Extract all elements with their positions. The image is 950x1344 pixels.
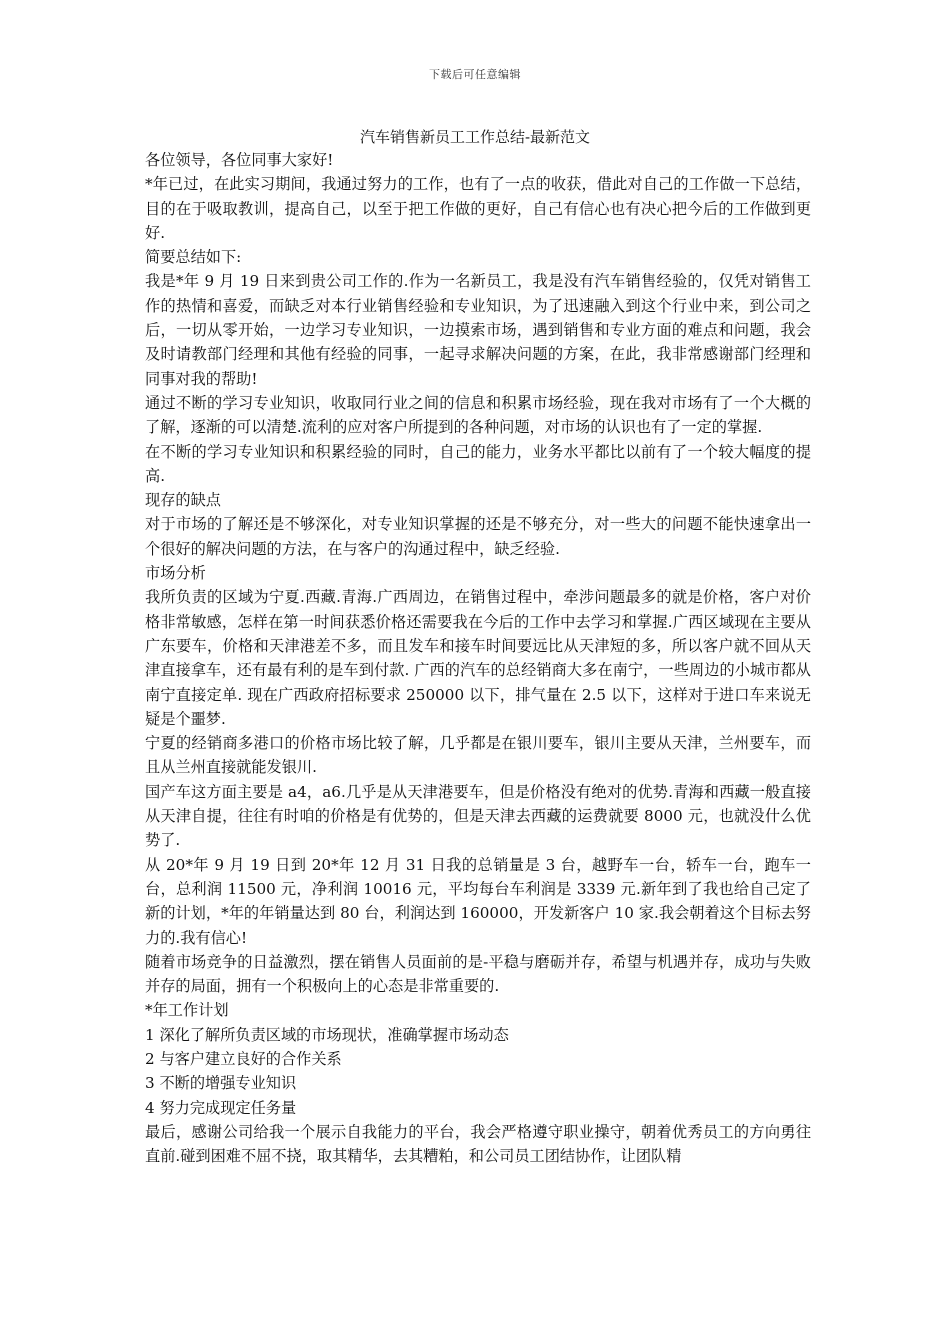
paragraph: 对于市场的了解还是不够深化，对专业知识掌握的还是不够充分，对一些大的问题不能快速拿出一个很好的解决问题的方法，在与客户的沟通过程中，缺乏经验. (145, 515, 811, 558)
paragraph: 从 20*年 9 月 19 日到 20*年 12 月 31 日我的总销量是 3 台，越野车一台，轿车一台，跑车一台，总利润 11500 元，净利润 10016 元，平均每台车利润是 3339 元.新年到了我也给自己定了新的计划，*年的年销量达到 80 台，利润达到 160000，开发新客户 10 家.我会朝着这个目标去努力的.我有信心! (145, 855, 811, 947)
paragraph: 通过不断的学习专业知识，收取同行业之间的信息和积累市场经验，现在我对市场有了一个大概的了解，逐渐的可以清楚.流利的应对客户所提到的各种问题，对市场的认识也有了一定的掌握. (145, 393, 811, 437)
paragraph: 随着市场竞争的日益激烈，摆在销售人员面前的是-平稳与磨砺并存，希望与机遇并存，成功与失败并存的局面，拥有一个积极向上的心态是非常重要的. (145, 952, 811, 996)
paragraph: 在不断的学习专业知识和积累经验的同时，自己的能力，业务水平都比以前有了一个较大幅度的提高. (145, 442, 811, 485)
section-heading: 市场分析 (145, 564, 206, 583)
plan-item: 3 不断的增强专业知识 (145, 1074, 297, 1093)
document-title: 汽车销售新员工工作总结-最新范文 (359, 128, 591, 146)
paragraph: 国产车这方面主要是 a4，a6.几乎是从天津港要车，但是价格没有绝对的优势.青海和西藏一般直接从天津自提，往往有时咱的价格是有优势的，但是天津去西藏的运费就要 8000 元，也就没什么优势了. (145, 782, 811, 850)
paragraph: 最后，感谢公司给我一个展示自我能力的平台，我会严格遵守职业操守，朝着优秀员工的方向勇往直前.碰到困难不屈不挠，取其精华，去其糟粕，和公司员工团结协作，让团队精 (145, 1122, 811, 1166)
paragraph: 我是*年 9 月 19 日来到贵公司工作的.作为一名新员工，我是没有汽车销售经验的，仅凭对销售工作的热情和喜爱，而缺乏对本行业销售经验和专业知识，为了迅速融入到这个行业中来，到公司之后，一切从零开始，一边学习专业知识，一边摸索市场，遇到销售和专业方面的难点和问题，我会及时请教部门经理和其他有经验的同事，一起寻求解决问题的方案，在此，我非常感谢部门经理和同事对我的帮助! (145, 272, 811, 388)
header-note: 下载后可任意编辑 (429, 68, 521, 81)
plan-item: 2 与客户建立良好的合作关系 (145, 1049, 342, 1068)
paragraph: *年已过，在此实习期间，我通过努力的工作，也有了一点的收获，借此对自己的工作做一下总结，目的在于吸取教训，提高自己，以至于把工作做的更好，自己有信心也有决心把今后的工作做到更好. (145, 175, 811, 242)
paragraph: 各位领导，各位同事大家好! (145, 151, 334, 169)
document-body (145, 148, 811, 1168)
paragraph: 我所负责的区域为宁夏.西藏.青海.广西周边，在销售过程中，牵涉问题最多的就是价格，客户对价格非常敏感，怎样在第一时间获悉价格还需要我在今后的工作中去学习和掌握.广西区域现在主要从广东要车，价格和天津港差不多，而且发车和接车时间要远比从天津短的多，所以客户就不回从天津直接拿车，还有最有利的是车到付款. 广西的汽车的总经销商大多在南宁，一些周边的小城市都从南宁直接定单. 现在广西政府招标要求 250000 以下，排气量在 2.5 以下，这样对于进口车来说无疑是个噩梦. (145, 588, 811, 728)
plan-item: 4 努力完成现定任务量 (145, 1098, 297, 1117)
paragraph: 宁夏的经销商多港口的价格市场比较了解，几乎都是在银川要车，银川主要从天津，兰州要车，而且从兰州直接就能发银川. (145, 734, 811, 777)
paragraph: 简要总结如下: (145, 248, 242, 267)
section-heading: *年工作计划 (145, 1001, 229, 1020)
section-heading: 现存的缺点 (145, 491, 221, 510)
plan-item: 1 深化了解所负责区域的市场现状，准确掌握市场动态 (145, 1025, 509, 1044)
